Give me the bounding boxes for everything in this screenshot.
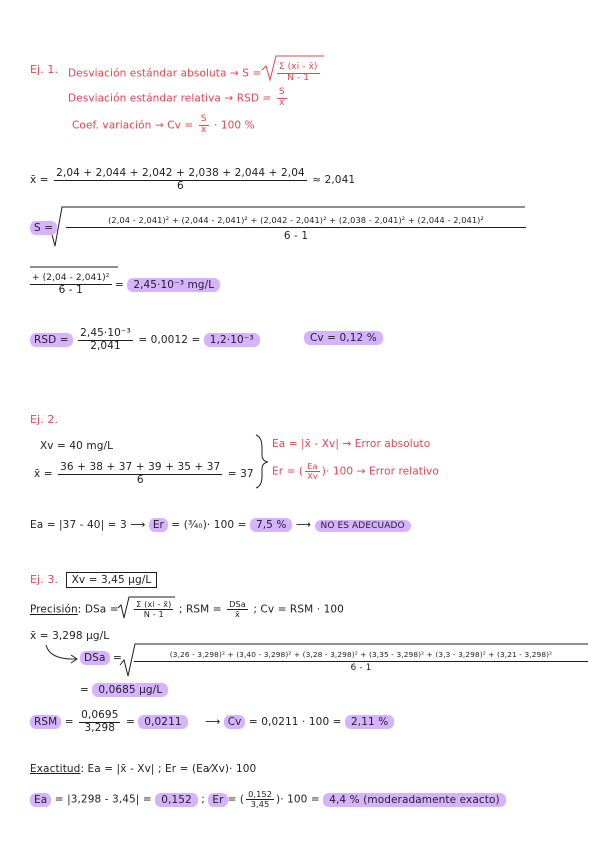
ej2-label: Ej. 2. xyxy=(30,413,59,426)
ej3-precision-label: Precisión xyxy=(30,603,78,616)
ej2-calc-er: Er xyxy=(149,518,168,532)
ej2-calc-mid: = (³⁄₄₀)· 100 = xyxy=(171,519,247,531)
ej1-mean-den: 6 xyxy=(177,179,184,192)
ej1-def-cv-num: S xyxy=(200,114,207,124)
ej3-er-label: Er xyxy=(208,793,227,807)
ej1-mean-lhs: x̄ = xyxy=(30,174,49,187)
ej1-s-den: 6 - 1 xyxy=(283,230,309,242)
ej2-mean-lhs: x̄ = xyxy=(34,468,53,481)
ej1-s-cont xyxy=(30,274,220,296)
ej3-rsm-result: 0,0211 xyxy=(138,715,187,729)
ej3-rsm-num: 0,0695 xyxy=(81,709,119,721)
ej1-s-result: 2,45·10⁻³ mg/L xyxy=(127,278,220,292)
ej1-def-s-den: N - 1 xyxy=(287,72,310,83)
ej2-mean-den: 6 xyxy=(136,473,144,486)
ej1-def-cv-frac xyxy=(199,115,209,136)
ej1-cv-wrap xyxy=(304,332,383,344)
ej1-rsd-result: 1,2·10⁻³ xyxy=(204,333,260,347)
ej1-rsd-frac xyxy=(78,328,133,352)
ej1-rsd-den: 2,041 xyxy=(90,339,121,352)
ej3-er-den: 3,45 xyxy=(250,799,270,810)
ej3-prec-def3: ; Cv = RSM · 100 xyxy=(253,603,344,616)
ej3-mean: x̄ = 3,298 µg/L xyxy=(30,630,110,642)
ej2-verdict: NO ES ADECUADO xyxy=(315,520,411,532)
ej1-s-cont-den: 6 - 1 xyxy=(58,283,83,296)
ej1-def-cv-tail: · 100 % xyxy=(214,119,255,132)
ej1-s-result-eq: = xyxy=(114,279,128,292)
ej1-label: Ej. 1. xyxy=(30,63,59,76)
ej1-s-num: (2,04 - 2,041)² + (2,044 - 2,041)² + (2,042 - 2,041)² + (2,038 - 2,041)² + (2,044 - 2,041)² xyxy=(66,215,526,228)
ej1-def-rsd-num: S xyxy=(278,87,285,97)
ej3-exact-def-text: : Ea = |x̄ - Xv| ; Er = (Ea⁄Xv)· 100 xyxy=(80,763,257,775)
ej1-def-s xyxy=(68,63,322,84)
ej3-rsm-arrow: ⟶ xyxy=(205,716,221,729)
ej2-calc-result: 7,5 % xyxy=(250,518,293,532)
ej2-er-def xyxy=(272,462,439,481)
ej3-dsa-result-value: 0,0685 µg/L xyxy=(92,683,168,697)
ej3-exact-label: Exactitud xyxy=(30,763,81,775)
ej1-def-cv-text: Coef. variación → Cv = xyxy=(72,119,194,132)
ej2-calc xyxy=(30,519,411,531)
ej3-dsa-frac xyxy=(134,650,588,673)
ej3-er-frac xyxy=(246,790,274,809)
ej3-rsm-frac xyxy=(79,710,120,734)
ej3-cv-mid: = 0,0211 · 100 = xyxy=(248,716,342,729)
ej3-rsm-eq2: = xyxy=(125,716,135,729)
ej3-rsm-label: RSM xyxy=(30,715,61,729)
ej3-exact-calc xyxy=(30,790,506,809)
ej2-er-def-post: )· 100 → Error relativo xyxy=(321,465,439,478)
ej3-er-num: 0,152 xyxy=(248,789,273,799)
ej1-s-frac xyxy=(66,215,526,242)
ej3-rsm xyxy=(30,710,394,734)
ej2-calc-arrow: ⟶ xyxy=(295,519,312,531)
ej3-precision-def xyxy=(30,600,344,619)
ej3-header xyxy=(30,573,157,586)
ej3-dsa-num: (3,26 - 3,298)² + (3,40 - 3,298)² + (3,28 - 3,298)² + (3,35 - 3,298)² + (3,3 - 3,298)² + (3,21 - 3,298)² xyxy=(134,650,588,662)
ej1-def-s-text: Desviación estándar absoluta → S = xyxy=(68,67,262,80)
ej1-def-rsd xyxy=(68,88,289,109)
ej1-def-s-num: Σ (xi - x̄) xyxy=(278,62,318,72)
ej2-mean-rhs: = 37 xyxy=(227,468,254,481)
ej3-prec-def1: : DSa = xyxy=(77,603,119,616)
ej1-rsd-rhs: = 0,0012 = xyxy=(138,334,201,347)
ej2-xv: Xv = 40 mg/L xyxy=(40,440,114,452)
ej2-ea-def: Ea = |x̄ - Xv| → Error absoluto xyxy=(272,438,431,450)
ej3-prec-frac xyxy=(134,600,173,619)
ej1-def-cv-den: x̄ xyxy=(200,124,207,135)
ej2-er-def-num: Ea xyxy=(307,461,318,471)
ej1-mean-frac xyxy=(54,168,307,192)
ej3-xv-box: Xv = 3,45 µg/L xyxy=(66,572,158,588)
ej3-er-eq: = ( xyxy=(227,793,245,806)
ej3-dsa-result-eq: = xyxy=(80,684,89,696)
ej3-prec-den: N - 1 xyxy=(143,609,164,620)
ej3-rsm-den: 3,298 xyxy=(84,721,116,734)
ej3-prec-den2: x̄ xyxy=(235,609,240,620)
ej3-cv-result: 2,11 % xyxy=(345,715,394,729)
ej3-prec-def2: ; RSM = xyxy=(178,603,222,616)
ej3-cv-label: Cv xyxy=(224,715,246,729)
ej3-dsa-result xyxy=(80,684,168,696)
ej3-dsa-eq: = xyxy=(112,652,122,664)
ej2-calc-pre: Ea = |37 - 40| = 3 ⟶ xyxy=(30,519,146,531)
ej1-rsd-num: 2,45·10⁻³ xyxy=(80,327,131,339)
ej3-prec-num: Σ (xi - x̄) xyxy=(136,599,172,609)
ej1-mean-num: 2,04 + 2,044 + 2,042 + 2,038 + 2,044 + 2,04 xyxy=(56,167,305,179)
ej1-s-label: S = xyxy=(30,221,57,235)
ej3-dsa-den: 6 - 1 xyxy=(350,663,372,673)
ej1-def-cv xyxy=(72,115,255,136)
ej1-rsd xyxy=(30,328,260,352)
ej3-dsa-label-wrap xyxy=(80,652,122,664)
ej1-def-rsd-den: x̄ xyxy=(279,97,285,108)
ej1-mean xyxy=(30,168,355,192)
ej2-mean xyxy=(34,462,254,486)
ej3-label: Ej. 3. xyxy=(30,573,59,586)
ej1-s-cont-frac xyxy=(30,274,112,296)
ej1-def-rsd-text: Desviación estándar relativa → RSD = xyxy=(68,92,272,105)
ej3-dsa-label: DSa xyxy=(80,651,110,665)
ej1-rsd-label: RSD = xyxy=(30,333,73,347)
ej3-exact-def xyxy=(30,763,256,775)
ej3-prec-frac2 xyxy=(227,600,248,619)
ej1-cv-result: Cv = 0,12 % xyxy=(304,331,383,345)
ej3-ea-label: Ea xyxy=(30,793,51,807)
ej2-er-def-den: Xv xyxy=(307,471,318,482)
ej3-ea-calc: = |3,298 - 3,45| = xyxy=(54,793,152,806)
ej2-er-def-pre: Er = ( xyxy=(272,465,304,478)
ej1-def-rsd-frac xyxy=(277,88,287,109)
ej1-s-label-wrap xyxy=(30,222,57,234)
ej3-rsm-eq: = xyxy=(64,716,74,729)
ej3-er-result: 4,4 % (moderadamente exacto) xyxy=(323,793,505,807)
ej3-semicolon: ; xyxy=(201,793,205,806)
ej1-s-cont-num: + (2,04 - 2,041)² xyxy=(32,273,110,283)
ej2-er-def-frac xyxy=(305,462,320,481)
ej2-mean-num: 36 + 38 + 37 + 39 + 35 + 37 xyxy=(60,461,221,473)
ej3-ea-result: 0,152 xyxy=(155,793,198,807)
ej3-er-eq2: )· 100 = xyxy=(276,793,320,806)
ej1-mean-rhs: ≈ 2,041 xyxy=(312,174,356,187)
ej2-mean-frac xyxy=(58,462,222,486)
ej1-def-s-frac xyxy=(277,63,320,84)
ej3-prec-num2: DSa xyxy=(229,599,246,609)
